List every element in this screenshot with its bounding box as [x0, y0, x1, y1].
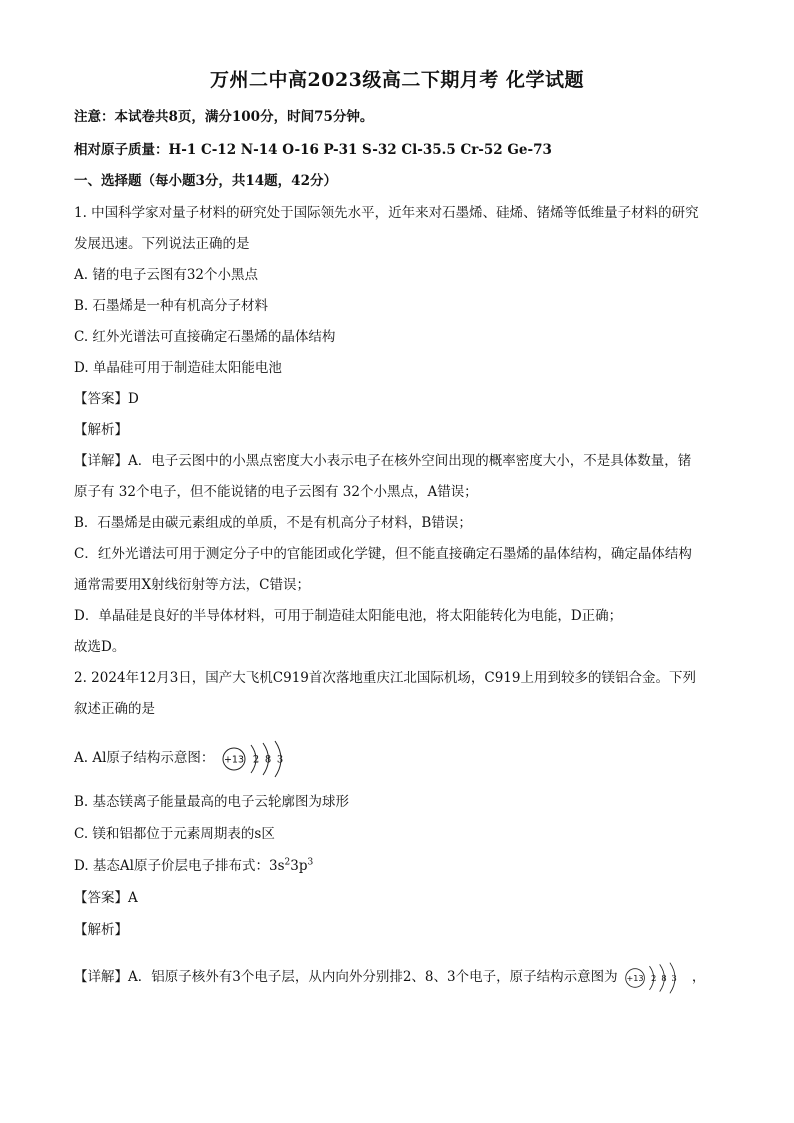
page-title: 万州二中高2023级高二下期月考 化学试题 [210, 69, 584, 91]
atomic-mass-line: 相对原子质量：H-1 C-12 N-14 O-16 P-31 S-32 Cl-35.5 Cr-52 Ge-73 [74, 142, 552, 158]
q2-option-a-row [74, 736, 734, 780]
atom-shell-1-electrons-inline: 2 [650, 973, 657, 984]
section-heading: 一、选择题（每小题3分，共14题，42分） [74, 173, 337, 189]
q2-option-c: C. 镁和铝都位于元素周期表的s区 [74, 826, 275, 842]
formula-3p-exponent: 3 [307, 857, 314, 868]
al-atom-structure-diagram [221, 739, 301, 779]
q2-option-d-prefix: D. 基态Al原子价层电子排布式： [74, 858, 269, 874]
formula-3s-exponent: 2 [284, 857, 291, 868]
q1-detail-2: 原子有 32个电子，但不能说锗的电子云图有 32个小黑点，A错误； [74, 484, 478, 500]
q1-detail-3: B．石墨烯是由碳元素组成的单质，不是有机高分子材料，B错误； [74, 515, 472, 531]
q1-detail-4: C．红外光谱法可用于测定分子中的官能团或化学键，但不能直接确定石墨烯的晶体结构，确定晶体结构 [74, 546, 692, 562]
q2-detail-1-row [74, 955, 734, 999]
atom-shell-3-electrons-inline: 3 [671, 973, 677, 984]
q2-detail-1: 【详解】A．铝原子核外有3个电子层，从内向外分别排2、8、3个电子，原子结构示意图为 [74, 969, 618, 985]
q1-detail-6: D．单晶硅是良好的半导体材料，可用于制造硅太阳能电池，将太阳能转化为电能，D正确； [74, 608, 623, 624]
q1-analysis-label: 【解析】 [74, 422, 128, 438]
exam-note: 注意：本试卷共8页，满分100分，时间75分钟。 [74, 109, 374, 125]
q2-answer: 【答案】A [74, 890, 138, 906]
q1-detail-1: 【详解】A．电子云图中的小黑点密度大小表示电子在核外空间出现的概率密度大小，不是具体数量，锗 [74, 453, 692, 469]
q1-option-b: B. 石墨烯是一种有机高分子材料 [74, 298, 269, 314]
atom-nucleus-label: +13 [223, 754, 244, 765]
atom-shell-2-electrons: 8 [264, 754, 271, 765]
q1-answer: 【答案】D [74, 391, 139, 407]
q2-detail-1-end: ， [691, 969, 706, 985]
q1-stem-line2: 发展迅速。下列说法正确的是 [74, 236, 250, 252]
q1-option-d: D. 单晶硅可用于制造硅太阳能电池 [74, 360, 282, 376]
q2-stem-line1: 2. 2024年12月3日，国产大飞机C919首次落地重庆江北国际机场，C919上用到较多的镁铝合金。下列 [74, 670, 696, 686]
q2-stem-line2: 叙述正确的是 [74, 701, 155, 717]
q2-analysis-label: 【解析】 [74, 922, 128, 938]
q2-option-b: B. 基态镁离子能量最高的电子云轮廓图为球形 [74, 794, 350, 810]
q1-stem-line1: 1. 中国科学家对量子材料的研究处于国际领先水平，近年来对石墨烯、硅烯、锗烯等低维量子材料的研究 [74, 205, 699, 221]
q1-detail-5: 通常需要用X射线衍射等方法，C错误； [74, 577, 310, 593]
al-atom-structure-diagram-inline [624, 958, 692, 998]
electron-config-formula [269, 858, 313, 874]
formula-3p: 3p [290, 858, 308, 874]
atom-nucleus-label-inline: +13 [626, 973, 644, 983]
atom-shell-2-electrons-inline: 8 [661, 973, 667, 984]
q1-option-c: C. 红外光谱法可直接确定石墨烯的晶体结构 [74, 329, 336, 345]
q1-option-a: A. 锗的电子云图有32个小黑点 [74, 267, 259, 283]
atom-shell-3-electrons: 3 [276, 754, 283, 765]
q2-option-d [74, 856, 734, 876]
formula-3s: 3s [269, 858, 285, 874]
q1-detail-7: 故选D。 [74, 639, 126, 655]
q2-option-a: A. Al原子结构示意图： [74, 750, 215, 766]
atom-shell-1-electrons: 2 [252, 754, 259, 765]
